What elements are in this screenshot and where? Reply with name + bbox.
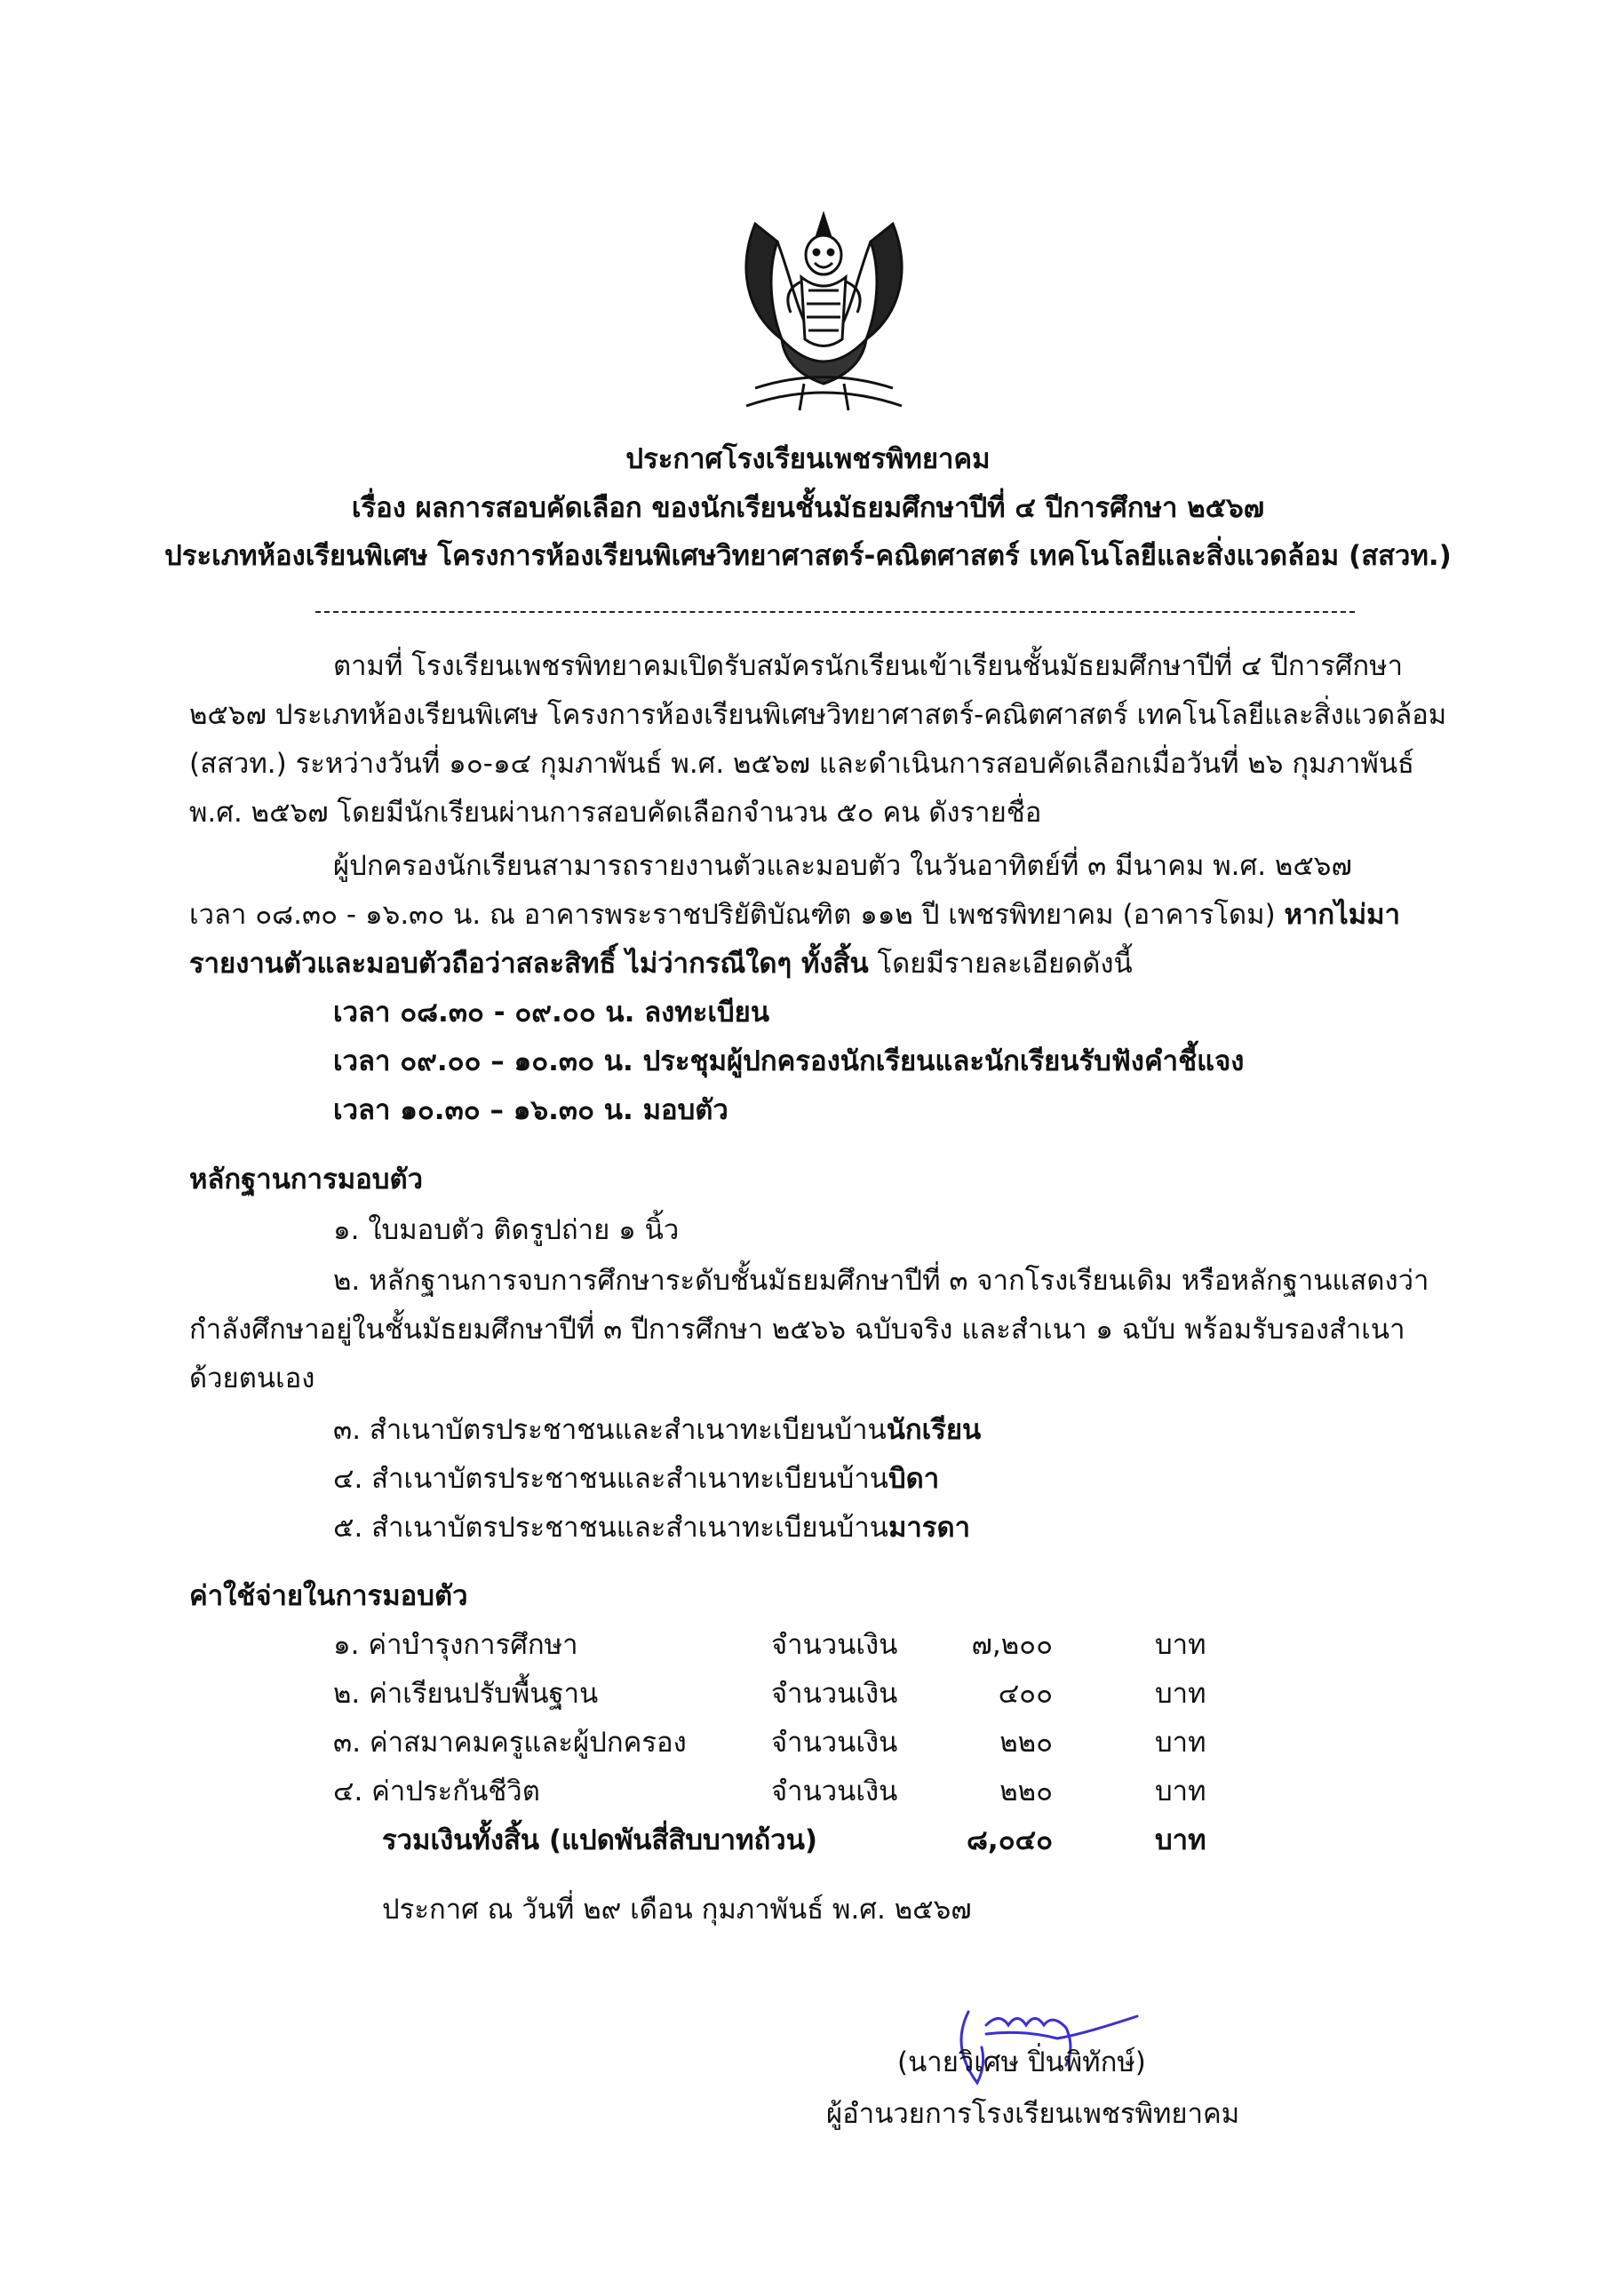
signer-name: (นายวิเศษ ปิ่นพิทักษ์): [897, 2046, 1146, 2078]
evidence-item: [333, 1412, 981, 1448]
evidence-item-text: ๔. สำเนาบัตรประชาชนและสำเนาทะเบียนบ้าน: [333, 1463, 888, 1495]
evidence-item: [333, 1510, 970, 1545]
cost-amount-label: จำนวนเงิน: [771, 1629, 898, 1661]
cost-amount: ๗,๒๐๐: [971, 1629, 1053, 1661]
paragraph-line: พ.ศ. ๒๕๖๗ โดยมีนักเรียนผ่านการสอบคัดเลือกจำนวน ๕๐ คน ดังรายชื่อ: [189, 797, 1042, 829]
cost-amount-label: จำนวนเงิน: [771, 1678, 898, 1710]
paragraph-emphasis: หากไม่มา: [1284, 899, 1401, 931]
paragraph-line: ตามที่ โรงเรียนเพชรพิทยาคมเปิดรับสมัครนักเรียนเข้าเรียนชั้นมัธยมศึกษาปีที่ ๔ ปีการศึกษา: [333, 650, 1404, 682]
schedule-item: เวลา ๐๙.๐๐ – ๑๐.๓๐ น. ประชุมผู้ปกครองนักเรียนและนักเรียนรับฟังคำชี้แจง: [333, 1045, 1245, 1077]
cost-label: ๑. ค่าบำรุงการศึกษา: [333, 1629, 578, 1661]
cost-total-amount: ๘,๐๔๐: [967, 1824, 1053, 1856]
announcement-date: ประกาศ ณ วันที่ ๒๙ เดือน กุมภาพันธ์ พ.ศ. ๒๕๖๗: [382, 1894, 972, 1926]
paragraph-line: [189, 946, 1133, 981]
cost-amount: ๒๒๐: [999, 1727, 1053, 1759]
header-divider: [315, 611, 1355, 613]
announcement-title: ประกาศโรงเรียนเพชรพิทยาคม: [625, 443, 991, 475]
cost-amount: ๒๒๐: [999, 1776, 1053, 1807]
cost-amount-label: จำนวนเงิน: [771, 1776, 898, 1807]
cost-total-unit: บาท: [1155, 1824, 1206, 1856]
evidence-item-text: ๓. สำเนาบัตรประชาชนและสำเนาทะเบียนบ้าน: [333, 1414, 887, 1446]
cost-amount: ๔๐๐: [998, 1678, 1053, 1710]
schedule-item: เวลา ๑๐.๓๐ – ๑๖.๓๐ น. มอบตัว: [333, 1094, 728, 1126]
evidence-item-emphasis: บิดา: [888, 1463, 940, 1495]
paragraph-text: โดยมีรายละเอียดดังนี้: [868, 948, 1133, 980]
evidence-item: ๑. ใบมอบตัว ติดรูปถ่าย ๑ นิ้ว: [333, 1214, 680, 1246]
evidence-item-continued: ด้วยตนเอง: [189, 1363, 315, 1394]
paragraph-line: ผู้ปกครองนักเรียนสามารถรายงานตัวและมอบตัว ในวันอาทิตย์ที่ ๓ มีนาคม พ.ศ. ๒๕๖๗: [333, 850, 1352, 882]
evidence-item-text: ๕. สำเนาบัตรประชาชนและสำเนาทะเบียนบ้าน: [333, 1512, 888, 1544]
evidence-heading: หลักฐานการมอบตัว: [189, 1164, 424, 1196]
cost-amount-label: จำนวนเงิน: [771, 1727, 898, 1759]
evidence-item: [333, 1461, 939, 1497]
cost-unit: บาท: [1155, 1629, 1206, 1661]
cost-unit: บาท: [1155, 1727, 1206, 1759]
cost-total-label: รวมเงินทั้งสิ้น (แปดพันสี่สิบบาทถ้วน): [382, 1824, 818, 1856]
paragraph-text: เวลา ๐๘.๓๐ - ๑๖.๓๐ น. ณ อาคารพระราชปริยัติบัณฑิต ๑๑๒ ปี เพชรพิทยาคม (อาคารโดม): [189, 899, 1285, 931]
paragraph-line: ๒๕๖๗ ประเภทห้องเรียนพิเศษ โครงการห้องเรียนพิเศษวิทยาศาสตร์-คณิตศาสตร์ เทคโนโลยีและสิ่งแวดล้อม: [189, 699, 1447, 731]
evidence-item-emphasis: นักเรียน: [886, 1414, 982, 1446]
announcement-subject: เรื่อง ผลการสอบคัดเลือก ของนักเรียนชั้นมัธยมศึกษาปีที่ ๔ ปีการศึกษา ๒๕๖๗: [351, 492, 1265, 524]
cost-unit: บาท: [1155, 1776, 1206, 1807]
costs-heading: ค่าใช้จ่ายในการมอบตัว: [189, 1580, 468, 1612]
evidence-item-continued: กำลังศึกษาอยู่ในชั้นมัธยมศึกษาปีที่ ๓ ปีการศึกษา ๒๕๖๖ ฉบับจริง และสำเนา ๑ ฉบับ พร้อมรับรองสำเนา: [189, 1314, 1405, 1346]
announcement-category: ประเภทห้องเรียนพิเศษ โครงการห้องเรียนพิเศษวิทยาศาสตร์-คณิตศาสตร์ เทคโนโลยีและสิ่งแวดล้อม (สสวท.): [164, 540, 1452, 572]
schedule-item: เวลา ๐๘.๓๐ - ๐๙.๐๐ น. ลงทะเบียน: [333, 997, 770, 1029]
cost-label: ๒. ค่าเรียนปรับพื้นฐาน: [333, 1678, 599, 1710]
evidence-item: ๒. หลักฐานการจบการศึกษาระดับชั้นมัธยมศึกษาปีที่ ๓ จากโรงเรียนเดิม หรือหลักฐานแสดงว่า: [333, 1265, 1429, 1297]
cost-unit: บาท: [1155, 1678, 1206, 1710]
garuda-emblem: [728, 206, 919, 415]
cost-label: ๓. ค่าสมาคมครูและผู้ปกครอง: [333, 1727, 687, 1759]
cost-label: ๔. ค่าประกันชีวิต: [333, 1776, 540, 1807]
signer-title: ผู้อำนวยการโรงเรียนเพชรพิทยาคม: [826, 2098, 1240, 2130]
paragraph-line: [189, 897, 1400, 933]
paragraph-emphasis: รายงานตัวและมอบตัวถือว่าสละสิทธิ์ ไม่ว่ากรณีใดๆ ทั้งสิ้น: [189, 948, 869, 980]
paragraph-line: (สสวท.) ระหว่างวันที่ ๑๐-๑๔ กุมภาพันธ์ พ.ศ. ๒๕๖๗ และดำเนินการสอบคัดเลือกเมื่อวันที่ ๒๖ กุมภาพันธ์: [189, 748, 1414, 780]
evidence-item-emphasis: มารดา: [888, 1512, 970, 1544]
